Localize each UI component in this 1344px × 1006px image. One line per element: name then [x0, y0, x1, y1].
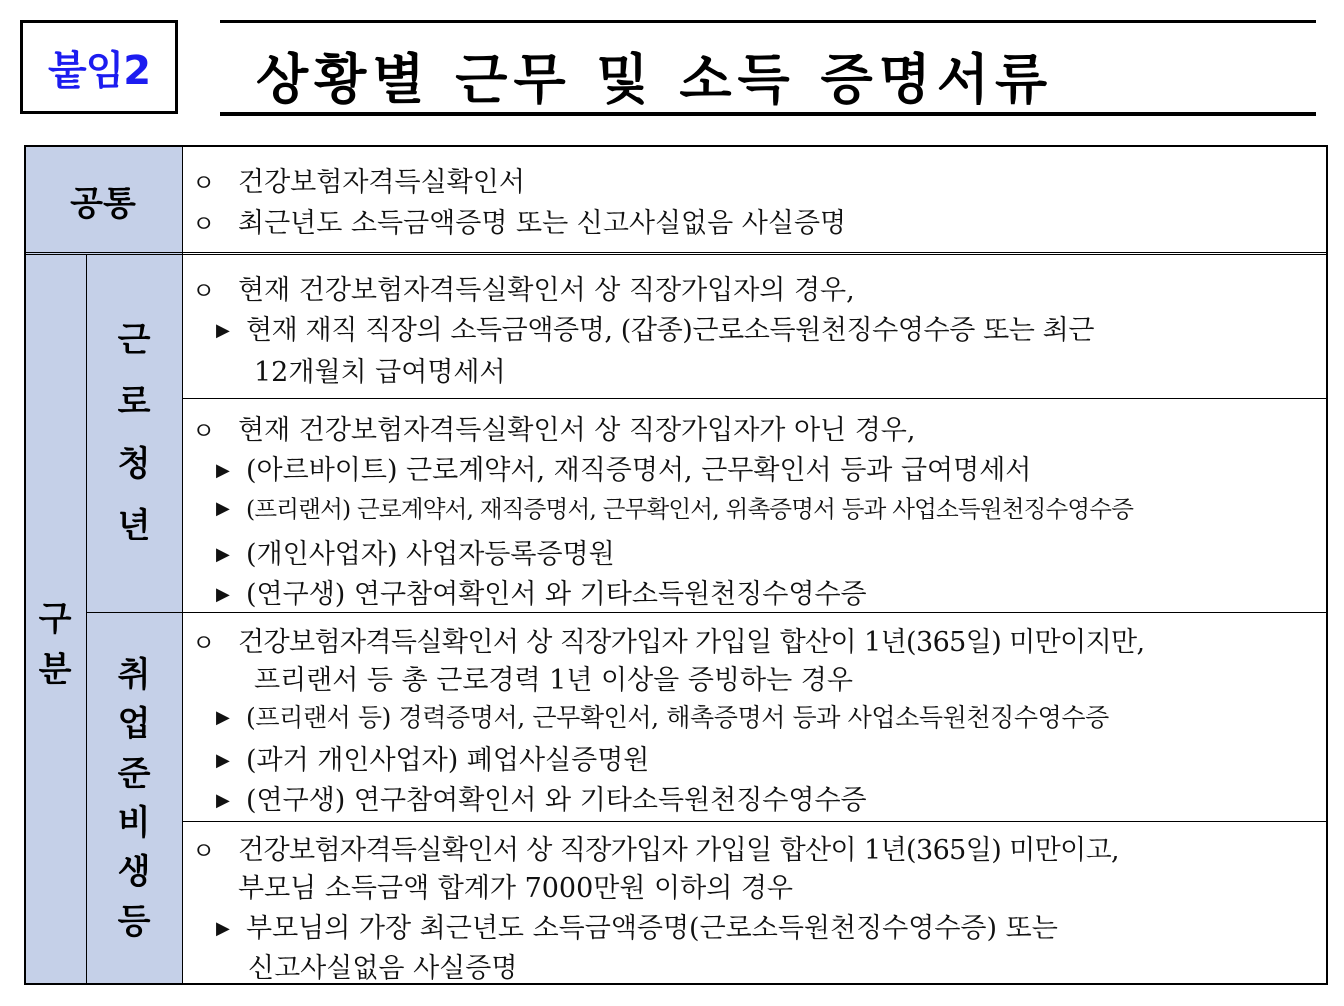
circle-bullet-icon: ㅇ [192, 210, 216, 238]
divider [182, 398, 1328, 399]
jobseeker-char: 등 [117, 901, 151, 942]
worker-row-2-bullet: (연구생) 연구참여확인서 와 기타소득원천징수영수증 [246, 579, 867, 610]
triangle-bullet-icon: ▶ [216, 790, 230, 811]
jobseeker-char: 업 [117, 704, 151, 745]
triangle-bullet-icon: ▶ [216, 460, 230, 481]
triangle-bullet-icon: ▶ [216, 750, 230, 771]
divider [24, 252, 1328, 255]
common-line: 건강보험자격득실확인서 [238, 167, 525, 198]
triangle-bullet-icon: ▶ [216, 320, 230, 341]
jobseeker-row-1-bullet: (과거 개인사업자) 폐업사실증명원 [246, 745, 650, 776]
worker-char: 청 [117, 444, 151, 484]
divider [182, 145, 183, 985]
worker-row-1-bullet: 현재 재직 직장의 소득금액증명, (갑종)근로소득원천징수영수증 또는 최근 [246, 315, 1095, 346]
divider [86, 612, 1328, 613]
circle-bullet-icon: ㅇ [192, 277, 216, 305]
common-line: 최근년도 소득금액증명 또는 신고사실없음 사실증명 [238, 208, 847, 239]
triangle-bullet-icon: ▶ [216, 584, 230, 605]
jobseeker-row-2-lead: 건강보험자격득실확인서 상 직장가입자 가입일 합산이 1년(365일) 미만이고, [238, 835, 1120, 866]
worker-header-cell [86, 255, 182, 613]
jobseeker-row-1-lead-cont: 프리랜서 등 총 근로경력 1년 이상을 증빙하는 경우 [254, 665, 853, 696]
triangle-bullet-icon: ▶ [216, 707, 230, 728]
circle-bullet-icon: ㅇ [192, 837, 216, 865]
worker-row-1-lead: 현재 건강보험자격득실확인서 상 직장가입자의 경우, [238, 275, 855, 306]
category-header-cell [24, 255, 86, 985]
worker-char: 근 [117, 320, 151, 361]
circle-bullet-icon: ㅇ [192, 417, 216, 445]
category-char: 분 [38, 650, 72, 690]
jobseeker-char: 비 [117, 803, 151, 843]
page-title: 상황별 근무 및 소득 증명서류 [256, 48, 1054, 111]
jobseeker-char: 생 [117, 852, 151, 893]
triangle-bullet-icon: ▶ [216, 544, 230, 565]
jobseeker-row-1-lead: 건강보험자격득실확인서 상 직장가입자 가입일 합산이 1년(365일) 미만이지만, [238, 627, 1145, 658]
jobseeker-char: 취 [117, 655, 151, 696]
worker-row-2-lead: 현재 건강보험자격득실확인서 상 직장가입자가 아닌 경우, [238, 415, 916, 446]
common-header-cell [24, 145, 182, 255]
circle-bullet-icon: ㅇ [192, 169, 216, 197]
attachment-badge [20, 20, 178, 114]
worker-row-2-bullet: (아르바이트) 근로계약서, 재직증명서, 근무확인서 등과 급여명세서 [246, 455, 1032, 486]
worker-row-1-cont: 12개월치 급여명세서 [254, 357, 506, 388]
common-label: 공통 [70, 183, 136, 224]
circle-bullet-icon: ㅇ [192, 629, 216, 657]
title-box [220, 20, 1316, 116]
worker-char: 년 [117, 505, 151, 546]
divider [182, 821, 1328, 822]
worker-char: 로 [117, 382, 151, 423]
jobseeker-row-1-bullet: (연구생) 연구참여확인서 와 기타소득원천징수영수증 [246, 785, 867, 816]
attachment-badge-label: 붙임2 [47, 47, 151, 94]
worker-row-2-bullet: (프리랜서) 근로계약서, 재직증명서, 근무확인서, 위촉증명서 등과 사업소득원천징수영수증 [246, 495, 1134, 523]
jobseeker-row-2-lead-cont: 부모님 소득금액 합계가 7000만원 이하의 경우 [238, 873, 794, 904]
divider [86, 255, 87, 985]
jobseeker-row-2-bullet: 부모님의 가장 최근년도 소득금액증명(근로소득원천징수영수증) 또는 [246, 913, 1058, 944]
worker-row-2-bullet: (개인사업자) 사업자등록증명원 [246, 539, 615, 570]
jobseeker-header-cell [86, 613, 182, 985]
category-char: 구 [38, 599, 72, 639]
triangle-bullet-icon: ▶ [216, 918, 230, 939]
jobseeker-char: 준 [117, 753, 151, 794]
jobseeker-row-1-bullet: (프리랜서 등) 경력증명서, 근무확인서, 해촉증명서 등과 사업소득원천징수영수증 [246, 703, 1109, 732]
jobseeker-row-2-bullet-cont: 신고사실없음 사실증명 [248, 953, 518, 984]
triangle-bullet-icon: ▶ [216, 498, 230, 519]
